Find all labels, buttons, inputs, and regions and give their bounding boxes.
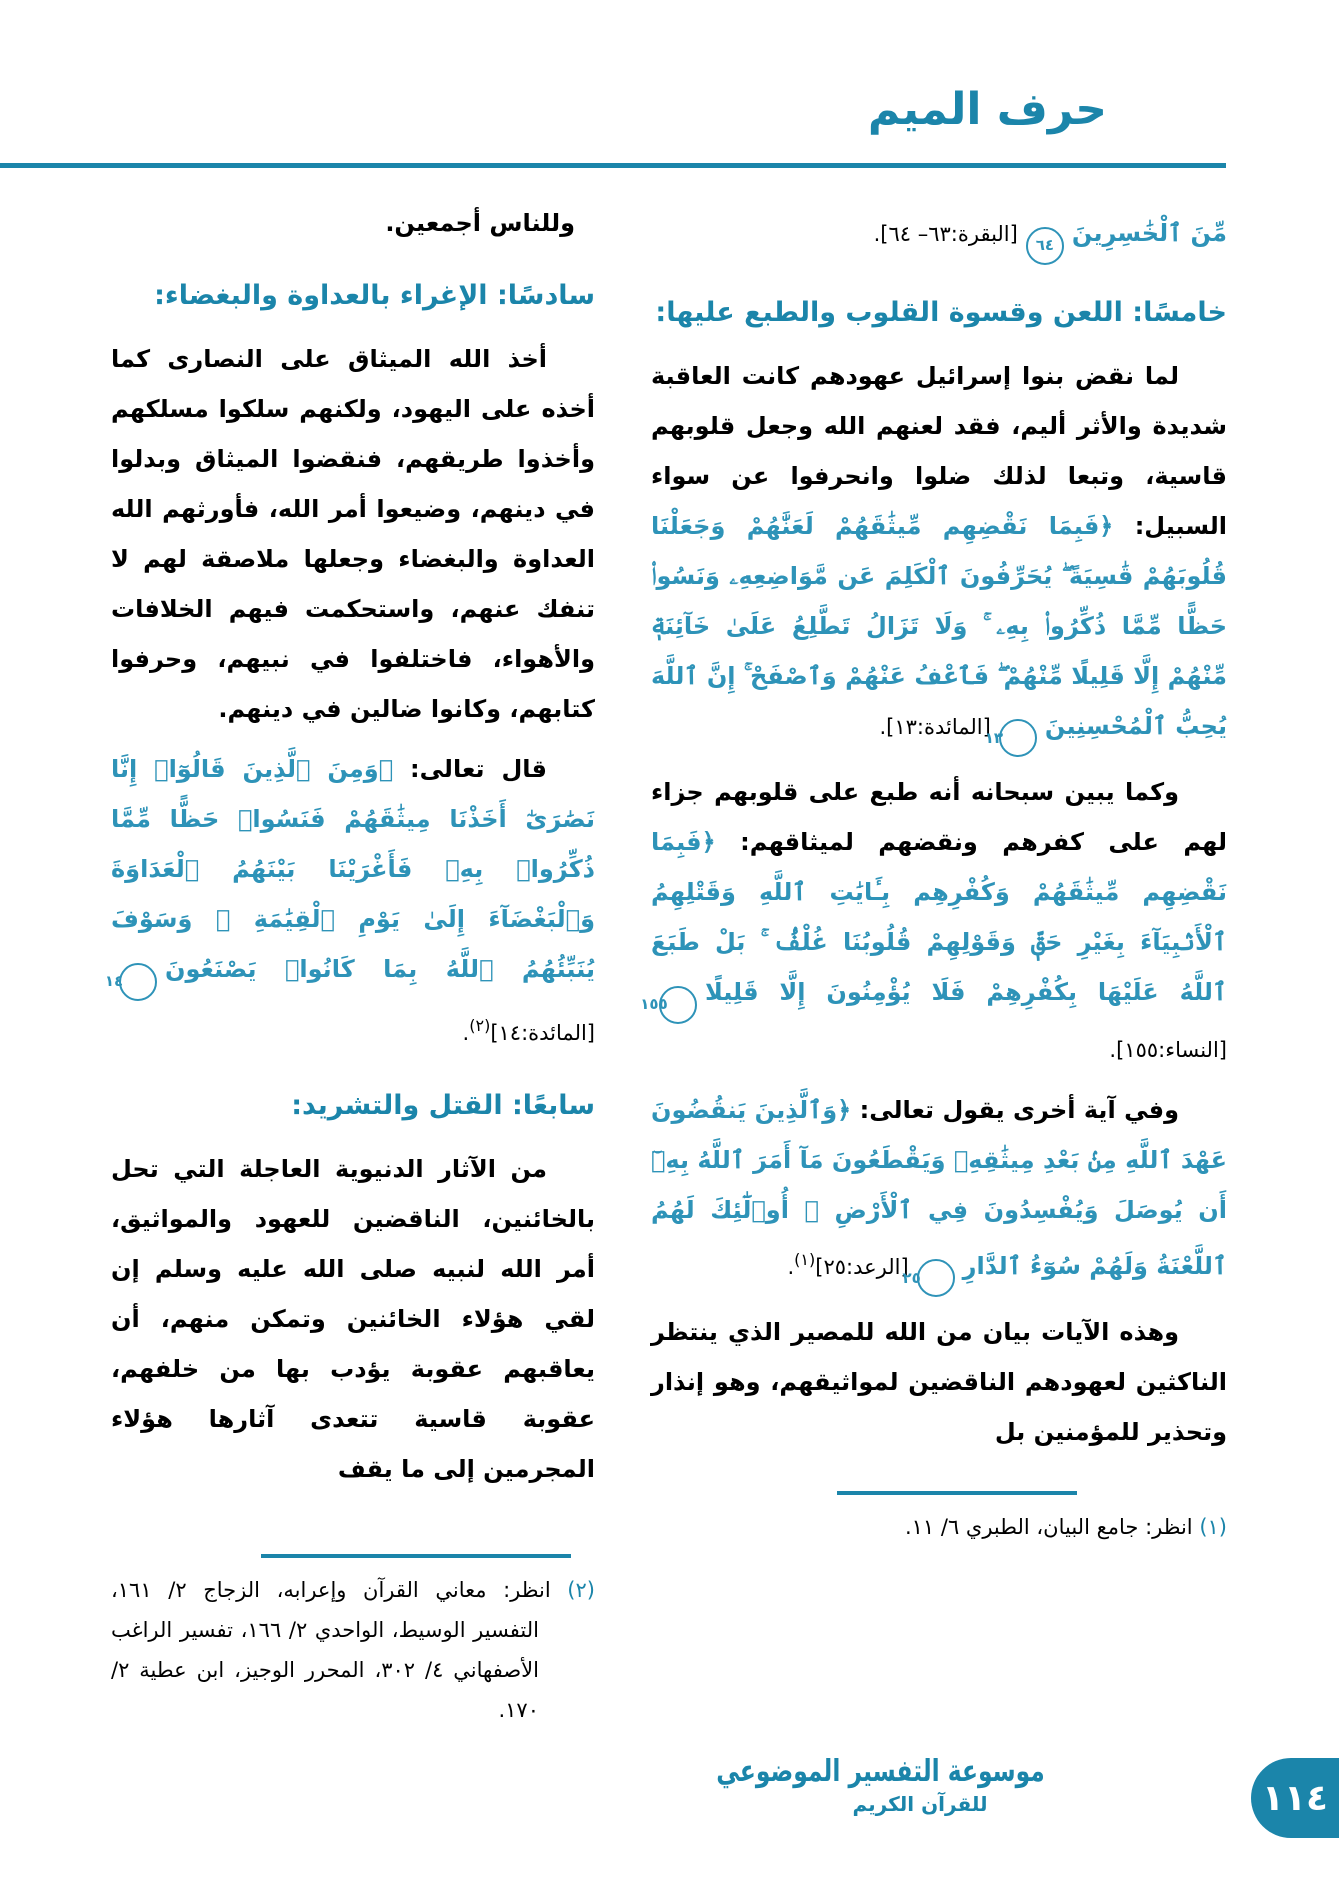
footnote-rule — [837, 1491, 1077, 1495]
paragraph — [640, 767, 1227, 1075]
two-column-layout — [104, 198, 1227, 1730]
logo-calligraphy-sub: للقرآن الكريم — [852, 1792, 988, 1816]
left-column — [104, 198, 595, 1730]
surah-reference: [البقرة:٦٣– ٦٤]. — [873, 222, 1018, 246]
section-heading-fifth: خامسًا: اللعن وقسوة القلوب والطبع عليها: — [655, 296, 1227, 328]
footnote-entry — [111, 1570, 595, 1730]
verse-reference-line — [651, 208, 1227, 265]
quran-verse: ﴿فَبِمَا نَقْضِهِم مِّيثَٰقَهُمْ وَكُفْرِهِم بِـَٔايَٰتِ ٱللَّهِ وَقَتْلِهِمُ ٱلْأَنۢبِيَآءَ بِغَيْرِ حَقّٖ وَقَوْلِهِمْ قُلُوبُنَا غُلْفُۢ ۚ بَلْ طَبَعَ ٱللَّهُ عَلَيْهَا بِكُفْرِهِمْ فَلَا يُؤْمِنُونَ إِلَّا قَلِيلًا — [651, 828, 1227, 1006]
paragraph: وهذه الآيات بيان من الله للمصير الذي ينتظر الناكثين لعهودهم الناقضين لمواثيقهم، وهو إنذار وتحذير للمؤمنين بل — [651, 1318, 1227, 1446]
ayah-end-marker: ٢٥ — [917, 1259, 955, 1297]
ayah-end-marker: ١٥٥ — [659, 986, 697, 1024]
footnote-block-left — [111, 1554, 595, 1730]
quran-verse: ﴿وَمِنَ ٱلَّذِينَ قَالُوٓا۟ إِنَّا نَصَٰرَىٰٓ أَخَذْنَا مِيثَٰقَهُمْ فَنَسُوا۟ حَظًّا مِّمَّا ذُكِّرُوا۟ بِهِۦ فَأَغْرَيْنَا بَيْنَهُمُ ٱلْعَدَاوَةَ وَٱلْبَغْضَآءَ إِلَىٰ يَوْمِ ٱلْقِيَٰمَةِ ۚ وَسَوْفَ يُنَبِّئُهُمُ ٱللَّهُ بِمَا كَانُوا۟ يَصْنَعُونَ — [111, 755, 595, 983]
footnote-marker: (١) — [1199, 1515, 1227, 1539]
body-text: وكما يبين سبحانه أنه طبع على قلوبهم جزاء لهم على كفرهم ونقضهم لميثاقهم: — [651, 778, 1227, 856]
chapter-title: حرف الميم — [867, 84, 1107, 135]
surah-reference: [المائدة:١٤] — [490, 1020, 595, 1045]
header-rule — [0, 163, 1226, 168]
ayah-end-marker: ١٤ — [119, 963, 157, 1001]
footnote-block-right — [651, 1491, 1227, 1547]
paragraph — [104, 744, 595, 1058]
page-number-tab: ١١٤ — [1251, 1758, 1339, 1838]
footnote-marker: (٢) — [567, 1577, 595, 1602]
footnote-reference-1: (١) — [794, 1249, 816, 1269]
footnote-entry — [651, 1507, 1227, 1547]
surah-reference: [المائدة:١٣]. — [879, 714, 991, 739]
logo-calligraphy-main: موسوعة التفسير الموضوعي — [716, 1754, 1045, 1789]
body-text: وفي آية أخرى يقول تعالى: — [851, 1095, 1179, 1124]
section-heading-sixth: سادسًا: الإغراء بالعداوة والبغضاء: — [154, 280, 595, 311]
footnote-rule — [261, 1554, 571, 1558]
paragraph — [651, 351, 1227, 758]
surah-reference: [الرعد:٢٥] — [815, 1254, 909, 1279]
quran-verse: ﴿فَبِمَا نَقْضِهِم مِّيثَٰقَهُمْ لَعَنَّٰهُمْ وَجَعَلْنَا قُلُوبَهُمْ قَٰسِيَةً ۖ يُحَرِّفُونَ ٱلْكَلِمَ عَن مَّوَاضِعِهِۦ وَنَسُوا۟ حَظًّا مِّمَّا ذُكِّرُوا۟ بِهِۦ ۚ وَلَا تَزَالُ تَطَّلِعُ عَلَىٰ خَآئِنَةٖ مِّنْهُمْ إِلَّا قَلِيلًا مِّنْهُمْ ۖ فَٱعْفُ عَنْهُمْ وَٱصْفَحْ ۚ إِنَّ ٱللَّهَ يُحِبُّ ٱلْمُحْسِنِينَ — [651, 511, 1227, 740]
footnote-text: انظر: جامع البيان، الطبري ٦/ ١١. — [904, 1515, 1200, 1539]
footnote-reference-2: (٢) — [469, 1015, 491, 1035]
body-text: قال تعالى: — [393, 755, 547, 783]
paragraph: أخذ الله الميثاق على النصارى كما أخذه على اليهود، ولكنهم سلكوا مسلكهم وأخذوا طريقهم، فنقضوا الميثاق وبدلوا في دينهم، وضيعوا أمر الله، فأورثهم الله العداوة والبغضاء وجعلها ملاصقة لهم لا تنفك عنهم، واستحكمت فيهم الخلافات والأهواء، فاختلفوا في نبيهم، وحرفوا كتابهم، وكانوا ضالين في دينهم. — [111, 345, 595, 723]
paragraph — [651, 1085, 1227, 1298]
body-text: لما نقض بنوا إسرائيل عهودهم كانت العاقبة شديدة والأثر أليم، فقد لعنهم الله وجعل قلوبهم قاسية، وتبعا لذلك ضلوا وانحرفوا عن سواء السبيل: — [651, 361, 1227, 540]
ayah-end-marker: ٦٤ — [1026, 227, 1064, 265]
surah-reference: [النساء:١٥٥]. — [1109, 1037, 1227, 1062]
footnote-text: انظر: معاني القرآن وإعرابه، الزجاج ٢/ ١٦١، التفسير الوسيط، الواحدي ٢/ ١٦٦، تفسير الراغب الأصفهاني ٤/ ٣٠٢، المحرر الوجيز، ابن عطية ٢/ ١٧٠. — [111, 1577, 568, 1722]
ayah-end-marker: ١٣ — [999, 719, 1037, 757]
quran-verse: ﴿وَٱلَّذِينَ يَنقُضُونَ عَهْدَ ٱللَّهِ مِنۢ بَعْدِ مِيثَٰقِهِۦ وَيَقْطَعُونَ مَآ أَمَرَ ٱللَّهُ بِهِۦٓ أَن يُوصَلَ وَيُفْسِدُونَ فِي ٱلْأَرْضِ ۙ أُو۟لَٰٓئِكَ لَهُمُ ٱللَّعْنَةُ وَلَهُمْ سُوٓءُ ٱلدَّارِ — [651, 1095, 1227, 1280]
carryover-line: وللناس أجمعين. — [385, 209, 575, 237]
right-column — [640, 198, 1227, 1547]
sentence-period: . — [462, 1020, 470, 1045]
quran-fragment: مِّنَ ٱلْخَٰسِرِينَ — [1071, 219, 1227, 247]
section-heading-seventh: سابعًا: القتل والتشريد: — [291, 1089, 595, 1121]
paragraph: من الآثار الدنيوية العاجلة التي تحل بالخائنين، الناقضين للعهود والمواثيق، أمر الله لنبيه صلى الله عليه وسلم إن لقي هؤلاء الخائنين وتمكن منهم، أن يعاقبهم عقوبة يؤدب بها من خلفهم، عقوبة قاسية تتعدى آثارها هؤلاء المجرمين إلى ما يقف — [111, 1154, 595, 1483]
sentence-period: . — [787, 1254, 795, 1279]
publisher-logo — [716, 1752, 1080, 1816]
